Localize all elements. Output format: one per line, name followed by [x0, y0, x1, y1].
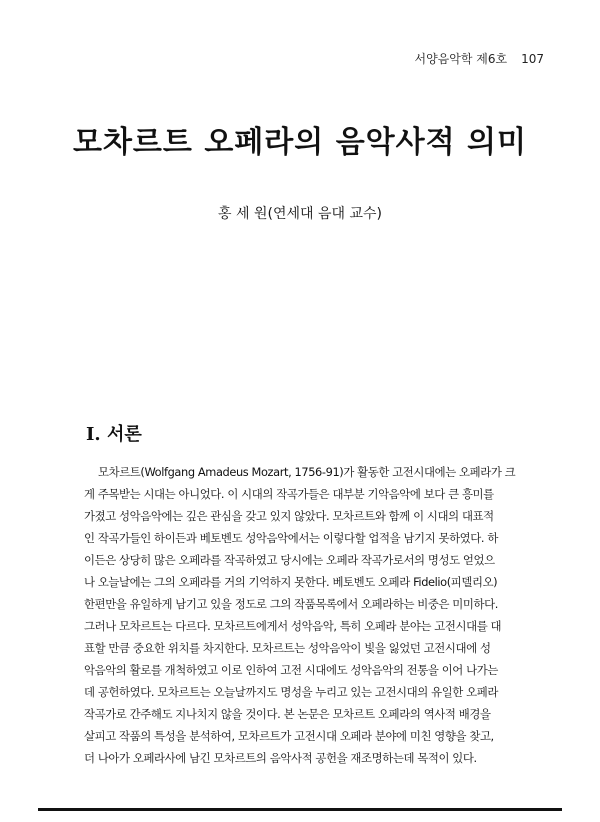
page-number: 107 — [521, 52, 544, 66]
footer-rule — [38, 808, 562, 811]
text-line: 표할 만큼 중요한 위치를 차지한다. 모차르트는 성악음악이 빛을 잃었던 고전시대에 성 — [84, 641, 491, 655]
text-line: 모차르트(Wolfgang Amadeus Mozart, 1756-91)가 활동한 고전시대에는 오페라가 크 — [98, 465, 516, 479]
text-line: 작곡가로 간주해도 지나치지 않을 것이다. 본 논문은 모차르트 오페라의 역사적 배경을 — [84, 707, 491, 721]
text-line: 이든은 상당히 많은 오페라를 작곡하였고 당시에는 오페라 작곡가로서의 명성도 얻었으 — [84, 553, 495, 567]
text-line: 인 작곡가들인 하이든과 베토벤도 성악음악에서는 이렇다할 업적을 남기지 못하였다. 하 — [84, 531, 498, 545]
text-line: 악음악의 활로를 개척하였고 이로 인하여 고전 시대에도 성악음악의 전통을 이어 나가는 — [84, 663, 498, 677]
text-line: 나 오늘날에는 그의 오페라를 거의 기억하지 못한다. 베토벤도 오페라 Fidelio(피델리오) — [84, 575, 498, 589]
text-line: 살피고 작품의 특성을 분석하여, 모차르트가 고전시대 오페라 분야에 미친 영향을 찾고, — [84, 729, 494, 743]
section-heading: I. 서론 — [86, 424, 142, 445]
text-line: 게 주목받는 시대는 아니었다. 이 시대의 작곡가들은 대부분 기악음악에 보다 큰 흥미를 — [84, 487, 494, 501]
text-line: 데 공헌하였다. 모차르트는 오늘날까지도 명성을 누리고 있는 고전시대의 유일한 오페라 — [84, 685, 498, 699]
journal-name: 서양음악학 제6호 — [414, 52, 508, 66]
text-line: 그러나 모차르트는 다르다. 모차르트에게서 성악음악, 특히 오페라 분야는 고전시대를 대 — [84, 619, 502, 633]
body-paragraph — [84, 461, 544, 769]
text-line: 더 나아가 오페라사에 남긴 모차르트의 음악사적 공헌을 재조명하는데 목적이 있다. — [84, 751, 477, 765]
text-line: 한편만을 유일하게 남기고 있을 정도로 그의 작품목록에서 오페라하는 비중은 미미하다. — [84, 597, 498, 611]
running-head — [414, 50, 544, 67]
author-line: 홍 세 원(연세대 음대 교수) — [218, 206, 382, 222]
article-title: 모차르트 오페라의 음악사적 의미 — [72, 125, 528, 160]
text-line: 가졌고 성악음악에는 깊은 관심을 갖고 있지 않았다. 모차르트와 함께 이 시대의 대표적 — [84, 509, 494, 523]
